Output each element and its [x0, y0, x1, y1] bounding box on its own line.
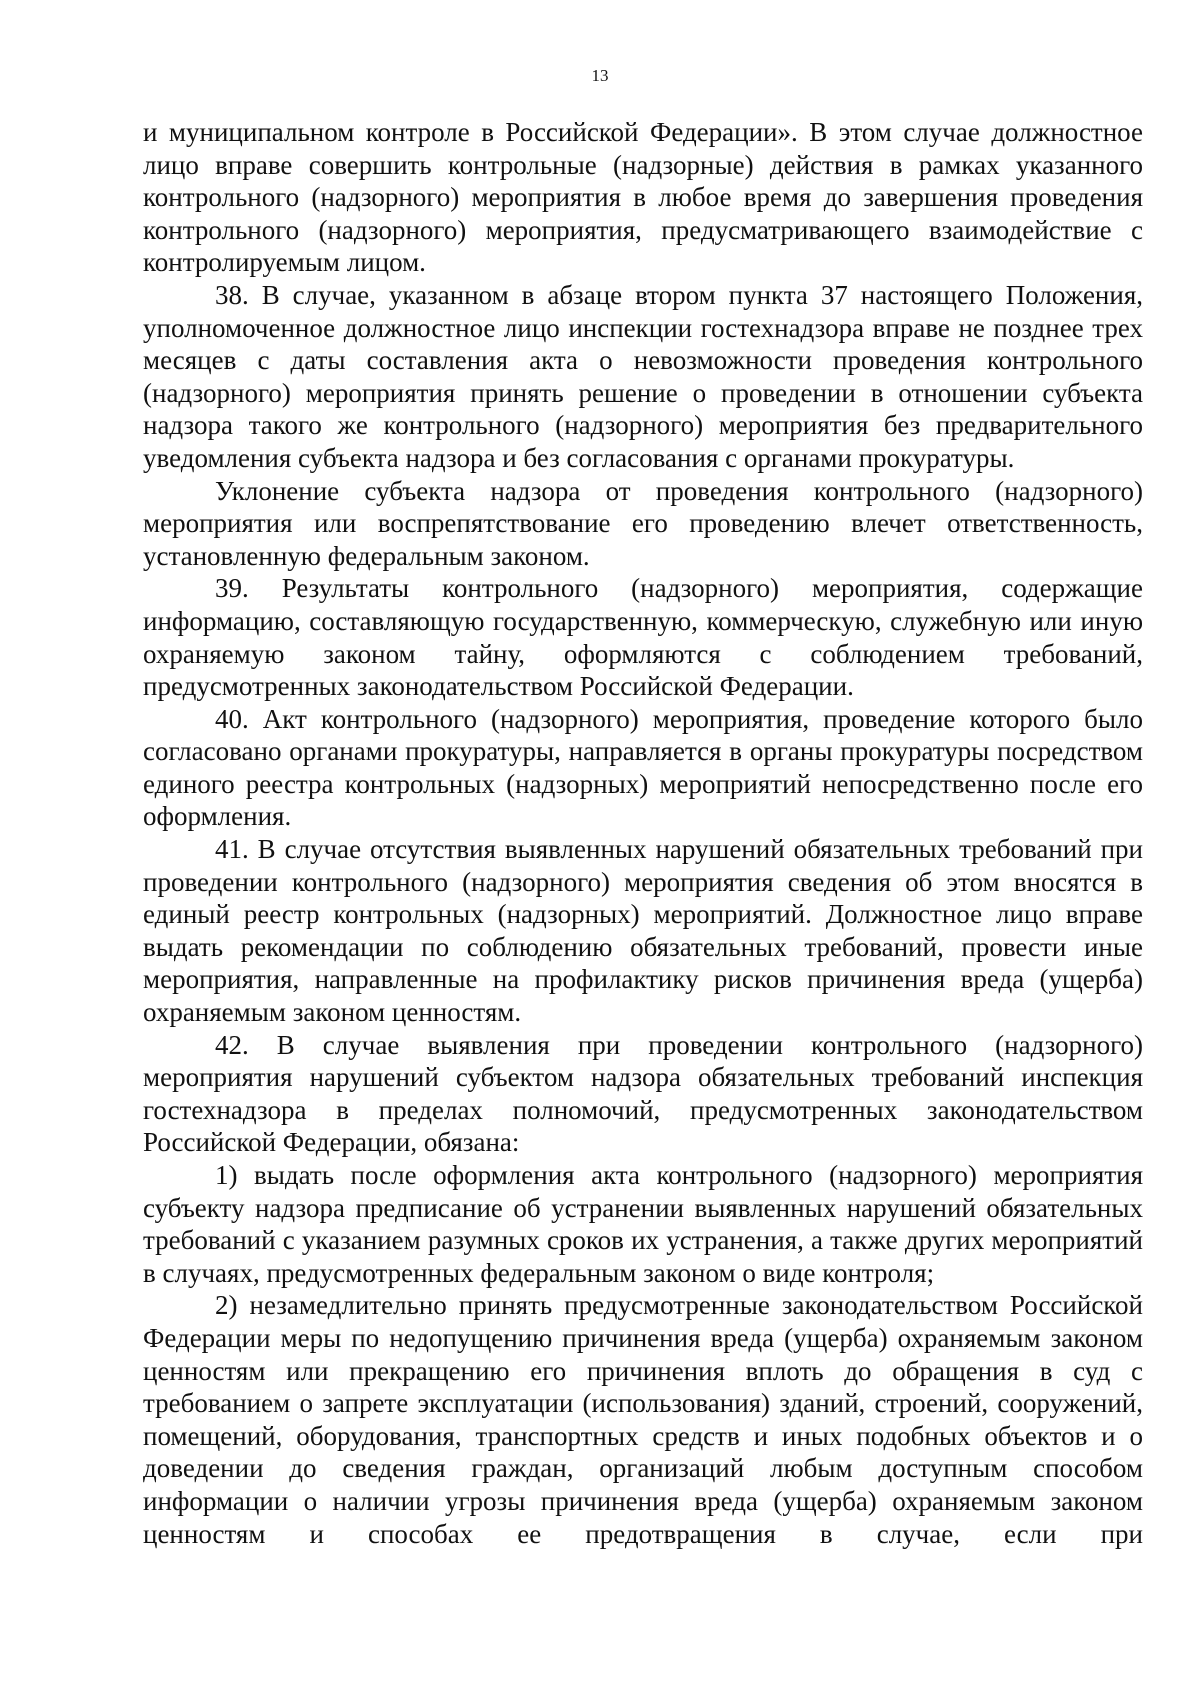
paragraph-42-item-2: 2) незамедлительно принять предусмотренные законодательством Российской Федерации меры по недопущению причинения вреда (ущерба) охраняемым законом ценностям или прекращению его причинения вплоть до обращения в суд с требованием о запрете эксплуатации (использования) зданий, строений, сооружений, помещений, оборудования, транспортных средств и иных подобных объектов и о доведении до сведения граждан, организаций любым доступным способом информации о наличии угрозы причинения вреда (ущерба) охраняемым законом ценностям и способах ее предотвращения в случае, если при: [143, 1290, 1143, 1549]
document-body: [143, 116, 1143, 1550]
paragraph-42: 42. В случае выявления при проведении контрольного (надзорного) мероприятия нарушений субъектом надзора обязательных требований инспекция гостехнадзора в пределах полномочий, предусмотренных законодательством Российской Федерации, обязана:: [143, 1029, 1143, 1158]
paragraph-38: 38. В случае, указанном в абзаце втором пункта 37 настоящего Положения, уполномоченное должностное лицо инспекции гостехнадзора вправе не позднее трех месяцев с даты составления акта о невозможности проведения контрольного (надзорного) мероприятия принять решение о проведении в отношении субъекта надзора такого же контрольного (надзорного) мероприятия без предварительного уведомления субъекта надзора и без согласования с органами прокуратуры.: [143, 279, 1143, 473]
paragraph-39: 39. Результаты контрольного (надзорного) мероприятия, содержащие информацию, составляющую государственную, коммерческую, служебную или иную охраняемую законом тайну, оформляются с соблюдением требований, предусмотренных законодательством Российской Федерации.: [143, 573, 1143, 702]
page-number: 13: [591, 66, 609, 85]
paragraph-continued: и муниципальном контроле в Российской Федерации». В этом случае должностное лицо вправе совершить контрольные (надзорные) действия в рамках указанного контрольного (надзорного) мероприятия в любое время до завершения проведения контрольного (надзорного) мероприятия, предусматривающего взаимодействие с контролируемым лицом.: [143, 117, 1143, 278]
paragraph-41: 41. В случае отсутствия выявленных нарушений обязательных требований при проведении контрольного (надзорного) мероприятия сведения об этом вносятся в единый реестр контрольных (надзорных) мероприятий. Должностное лицо вправе выдать рекомендации по соблюдению обязательных требований, провести иные мероприятия, направленные на профилактику рисков причинения вреда (ущерба) охраняемым законом ценностям.: [143, 834, 1143, 1028]
paragraph-38-evasion: Уклонение субъекта надзора от проведения контрольного (надзорного) мероприятия или воспрепятствование его проведению влечет ответственность, установленную федеральным законом.: [143, 475, 1143, 571]
paragraph-42-item-1: 1) выдать после оформления акта контрольного (надзорного) мероприятия субъекту надзора предписание об устранении выявленных нарушений обязательных требований с указанием разумных сроков их устранения, а также других мероприятий в случаях, предусмотренных федеральным законом о виде контроля;: [143, 1160, 1143, 1288]
paragraph-40: 40. Акт контрольного (надзорного) мероприятия, проведение которого было согласовано органами прокуратуры, направляется в органы прокуратуры посредством единого реестра контрольных (надзорных) мероприятий непосредственно после его оформления.: [143, 703, 1143, 832]
